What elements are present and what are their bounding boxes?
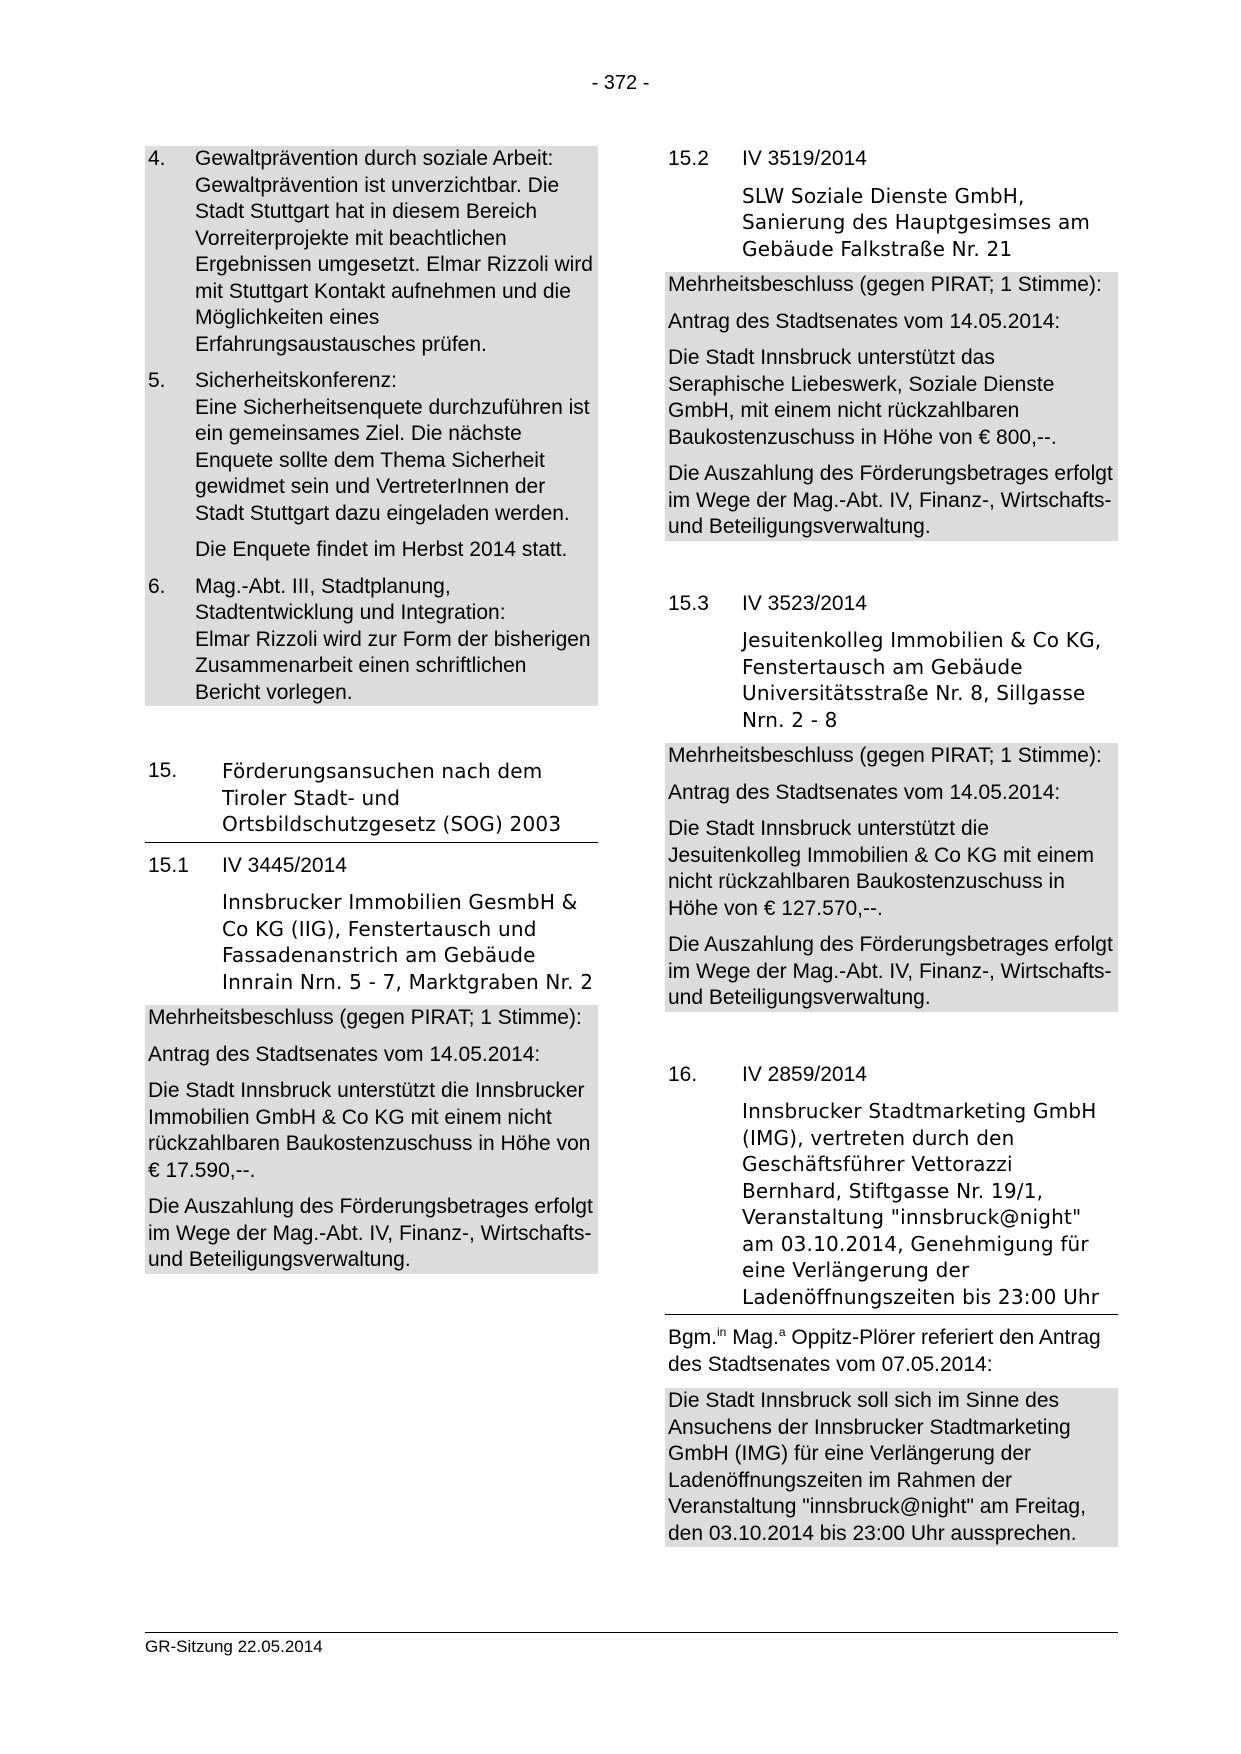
speaker-note: [665, 1325, 1118, 1378]
section-heading: [145, 758, 598, 843]
section-title: Förderungsansuchen nach dem Tiroler Stadt- und Ortsbildschutzgesetz (SOG) 2003: [222, 759, 562, 836]
decision: Die Stadt Innsbruck soll sich im Sinne des Ansuchens der Innsbrucker Stadtmarketing GmbH (IMG) für eine Verlängerung der Ladenöffnungszeiten im Rahmen der Veranstaltung "innsbruck@night" am Freitag, den 03.10.2014 bis 23:00 Uhr aussprechen.: [668, 1389, 1086, 1545]
item-extra: Die Enquete findet im Herbst 2014 statt.: [195, 538, 568, 561]
subsection-151: [145, 853, 598, 996]
vote: Mehrheitsbeschluss (gegen PIRAT; 1 Stimme):: [668, 744, 1102, 767]
item-title: Mag.-Abt. III, Stadtplanung, Stadtentwicklung und Integration:: [195, 574, 506, 624]
subject: Innsbrucker Immobilien GesmbH & Co KG (IIG), Fenstertausch und Fassadenanstrich am Gebäude Innrain Nrn. 5 - 7, Marktgraben Nr. 2: [222, 890, 594, 994]
resolution-block: [665, 743, 1118, 1012]
subject: Jesuitenkolleg Immobilien & Co KG, Fenstertausch am Gebäude Universitätsstraße Nr. 8, Sillgasse Nrn. 2 - 8: [742, 628, 1102, 732]
item-number: 4.: [148, 147, 166, 170]
file-reference: IV 3523/2014: [742, 591, 867, 615]
item-title: Gewaltprävention durch soziale Arbeit:: [195, 147, 554, 170]
list-block: [145, 146, 598, 706]
subsection-152: [665, 146, 1118, 262]
speaker-degree: Mag.: [726, 1326, 779, 1349]
subject: Innsbrucker Stadtmarketing GmbH (IMG), vertreten durch den Geschäftsführer Vettorazzi Bernhard, Stiftgasse Nr. 19/1, Veranstaltung "innsbruck@night" am 03.10.2014, Genehmigung für eine Verlängerung der Ladenöffnungszeiten bis 23:00 Uhr: [742, 1099, 1100, 1309]
item-number: 5.: [148, 369, 166, 392]
resolution-block: [665, 1388, 1118, 1547]
section-number: 16.: [668, 1062, 698, 1086]
motion: Antrag des Stadtsenates vom 14.05.2014:: [668, 309, 1061, 333]
speaker-sup: a: [778, 1325, 786, 1339]
motion: Antrag des Stadtsenates vom 14.05.2014:: [148, 1042, 541, 1066]
list-item: [148, 574, 595, 707]
speaker-title: Bgm.: [668, 1326, 718, 1349]
subsection-number: 15.3: [668, 591, 709, 615]
right-column: [665, 146, 1118, 1547]
item-number: 6.: [148, 574, 166, 598]
speaker-text: Oppitz-Plörer referiert den Antrag des Stadtsenates vom 07.05.2014:: [668, 1326, 1101, 1376]
file-reference: IV 3519/2014: [742, 147, 867, 170]
section-16: [665, 1062, 1118, 1316]
list-item: [148, 146, 595, 358]
subsection-number: 15.1: [148, 853, 189, 877]
decision: Die Stadt Innsbruck unterstützt das Seraphische Liebeswerk, Soziale Dienste GmbH, mit einem nicht rückzahlbaren Baukostenzuschuss in Höhe von € 800,--.: [668, 346, 1057, 449]
page-number: - 372 -: [591, 72, 650, 94]
file-reference: IV 2859/2014: [742, 1062, 867, 1086]
vote: Mehrheitsbeschluss (gegen PIRAT; 1 Stimme):: [148, 1006, 582, 1029]
list-item: [148, 368, 595, 564]
resolution-block: [665, 272, 1118, 541]
motion: Antrag des Stadtsenates vom 14.05.2014:: [668, 780, 1061, 804]
decision: Die Stadt Innsbruck unterstützt die Jesuitenkolleg Immobilien & Co KG mit einem nicht rückzahlbaren Baukostenzuschuss in Höhe von € 127.570,--.: [668, 817, 1095, 920]
left-column: [145, 146, 598, 1274]
payout: Die Auszahlung des Förderungsbetrages erfolgt im Wege der Mag.-Abt. IV, Finanz-, Wirtschafts- und Beteiligungsverwaltung.: [668, 462, 1113, 538]
vote: Mehrheitsbeschluss (gegen PIRAT; 1 Stimme):: [668, 273, 1102, 296]
file-reference: IV 3445/2014: [222, 853, 347, 877]
item-title: Sicherheitskonferenz:: [195, 369, 397, 392]
footer: GR-Sitzung 22.05.2014: [145, 1632, 1118, 1657]
payout: Die Auszahlung des Förderungsbetrages erfolgt im Wege der Mag.-Abt. IV, Finanz-, Wirtschafts- und Beteiligungsverwaltung.: [668, 933, 1113, 1009]
subsection-153: [665, 591, 1118, 734]
speaker-sup: in: [717, 1325, 727, 1339]
subject: SLW Soziale Dienste GmbH, Sanierung des Hauptgesimses am Gebäude Falkstraße Nr. 21: [742, 183, 1091, 261]
item-text: Eine Sicherheitsenquete durchzuführen ist ein gemeinsames Ziel. Die nächste Enquete sollte dem Thema Sicherheit gewidmet sein und VertreterInnen der Stadt Stuttgart dazu eingeladen werden.: [195, 395, 590, 525]
subsection-number: 15.2: [668, 147, 709, 170]
resolution-block: [145, 1005, 598, 1274]
item-text: Elmar Rizzoli wird zur Form der bisherigen Zusammenarbeit einen schriftlichen Bericht vorlegen.: [195, 627, 591, 704]
item-text: Gewaltprävention ist unverzichtbar. Die Stadt Stuttgart hat in diesem Bereich Vorreiterprojekte mit beachtlichen Ergebnissen umgesetzt. Elmar Rizzoli wird mit Stuttgart Kontakt aufnehmen und die Möglichkeiten eines Erfahrungsaustausches prüfen.: [195, 173, 593, 356]
section-number: 15.: [148, 759, 178, 782]
decision: Die Stadt Innsbruck unterstützt die Innsbrucker Immobilien GmbH & Co KG mit einem nicht rückzahlbaren Baukostenzuschuss in Höhe von € 17.590,--.: [148, 1079, 591, 1182]
payout: Die Auszahlung des Förderungsbetrages erfolgt im Wege der Mag.-Abt. IV, Finanz-, Wirtschafts- und Beteiligungsverwaltung.: [148, 1195, 593, 1271]
